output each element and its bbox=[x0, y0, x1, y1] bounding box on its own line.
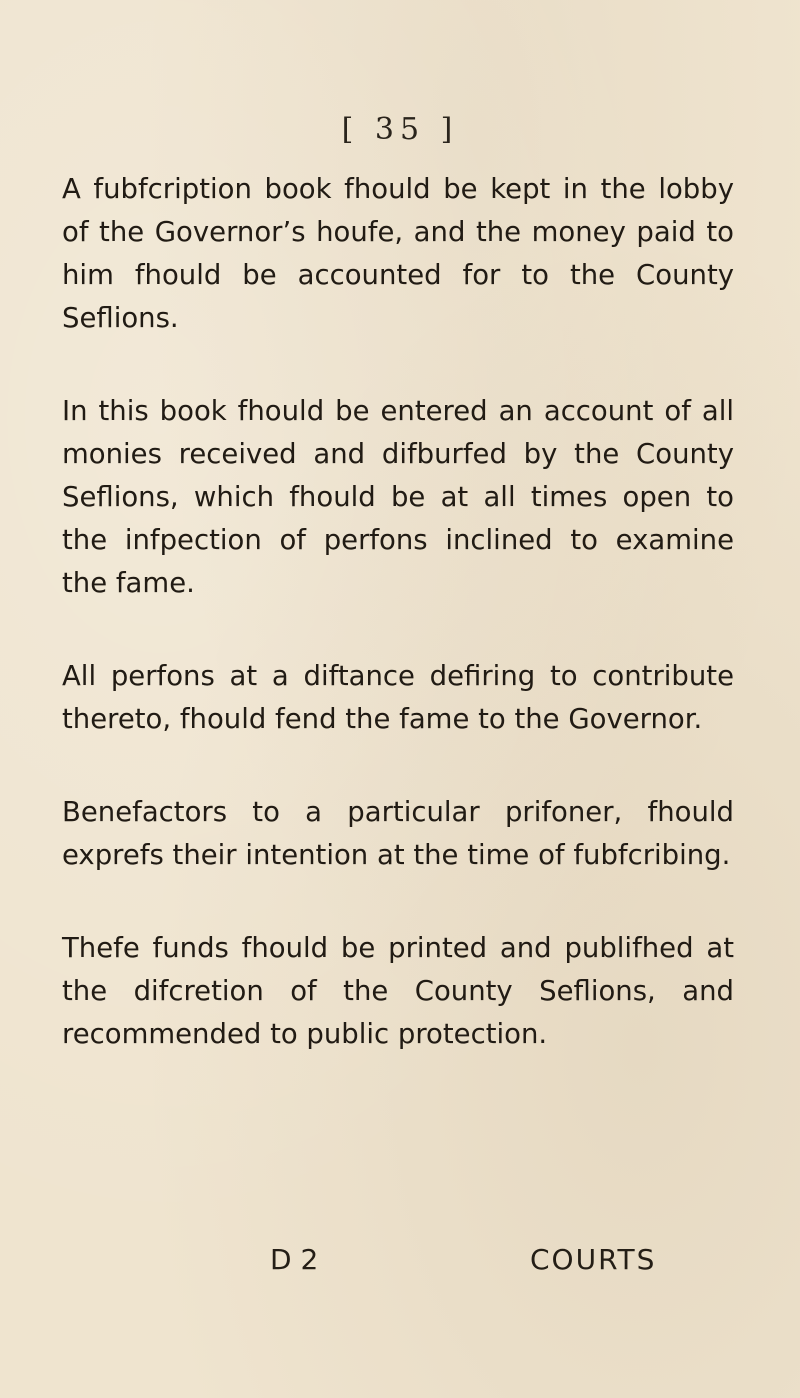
page-footer bbox=[0, 1243, 800, 1283]
paragraph-account-book: In this book fhould be entered an account of all monies received and difburfed by the County Seflions, which fhould be at all times open to the infpection of perfons inclined to examine the fame. bbox=[62, 395, 734, 599]
body-text bbox=[62, 168, 734, 1106]
signature-mark: D 2 bbox=[270, 1243, 319, 1276]
paragraph-funds-printed: Thefe funds fhould be printed and publifhed at the difcretion of the County Seflions, and recommended to public protection. bbox=[62, 932, 734, 1050]
catchword: COURTS bbox=[530, 1243, 657, 1276]
paragraph-benefactors: Benefactors to a particular prifoner, fhould exprefs their intention at the time of fubfcribing. bbox=[62, 796, 734, 871]
paragraph-distant-contributors: All perfons at a diftance defiring to contribute thereto, fhould fend the fame to the Governor. bbox=[62, 660, 734, 735]
paragraph-subscription-book: A fubfcription book fhould be kept in the lobby of the Governor’s houfe, and the money paid to him fhould be accounted for to the County Seflions. bbox=[62, 173, 734, 334]
page-number: [ 35 ] bbox=[341, 112, 459, 147]
